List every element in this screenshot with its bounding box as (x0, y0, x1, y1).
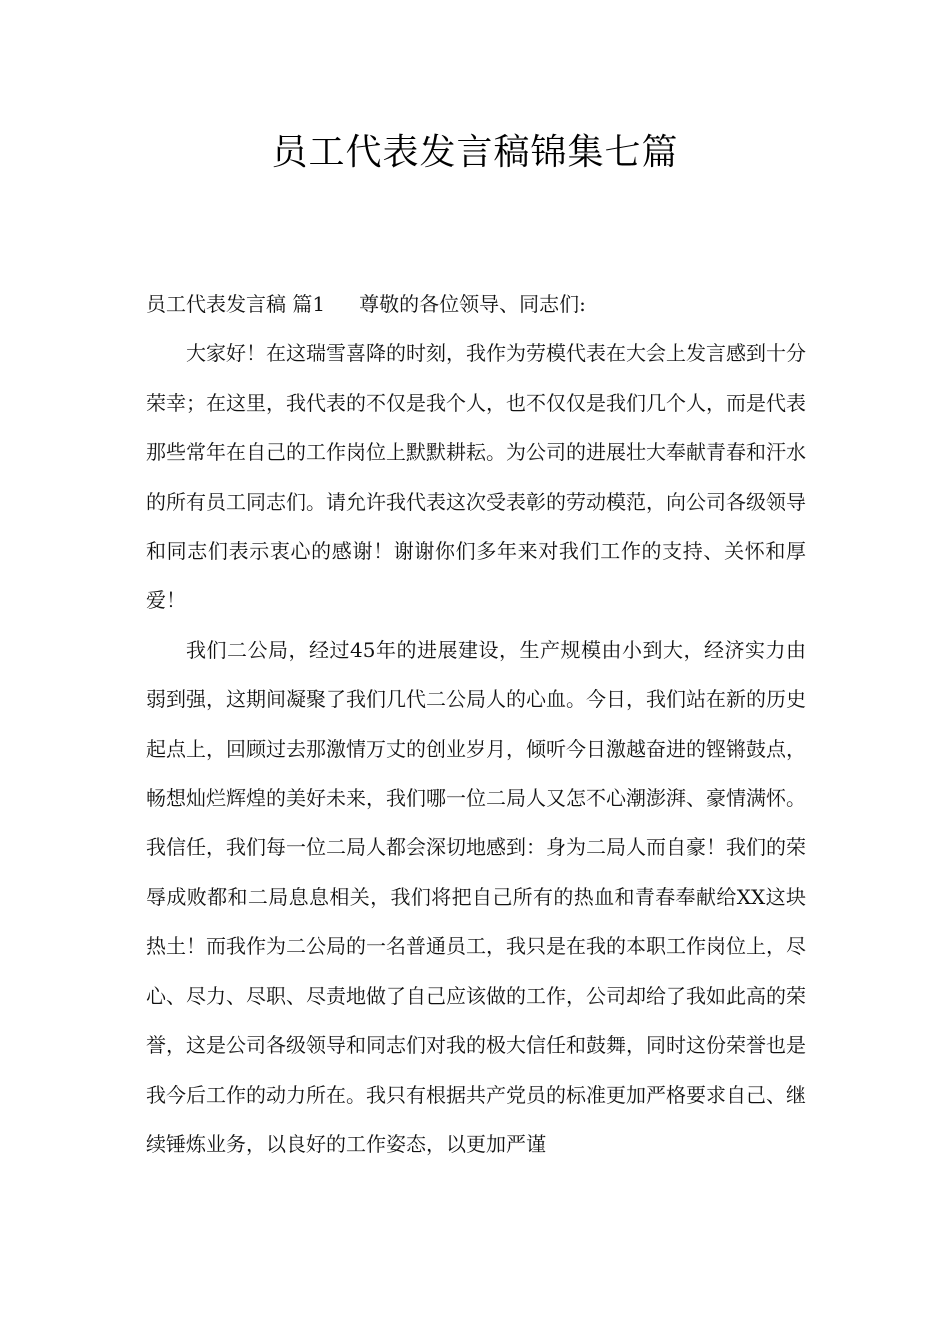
section-heading: 员工代表发言稿 篇1 (146, 292, 326, 316)
document-title: 员工代表发言稿锦集七篇 (271, 132, 679, 173)
document-body (146, 280, 806, 1169)
section-heading-line (146, 280, 806, 329)
paragraph-2: 我们二公局，经过45年的进展建设，生产规模由小到大，经济实力由弱到强，这期间凝聚了我们几代二公局人的心血。今日，我们站在新的历史起点上，回顾过去那激情万丈的创业岁月，倾听今日激越奋进的铿锵鼓点，畅想灿烂辉煌的美好未来，我们哪一位二局人又怎不心潮澎湃、豪情满怀。我信任，我们每一位二局人都会深切地感到：身为二局人而自豪！我们的荣辱成败都和二局息息相关，我们将把自己所有的热血和青春奉献给XX这块热土！而我作为二公局的一名普通员工，我只是在我的本职工作岗位上，尽心、尽力、尽职、尽责地做了自己应该做的工作，公司却给了我如此高的荣誉，这是公司各级领导和同志们对我的极大信任和鼓舞，同时这份荣誉也是我今后工作的动力所在。我只有根据共产党员的标准更加严格要求自己、继续锤炼业务，以良好的工作姿态，以更加严谨 (146, 637, 806, 1156)
salutation: 尊敬的各位领导、同志们: (359, 292, 586, 316)
paragraph-1: 大家好！在这瑞雪喜降的时刻，我作为劳模代表在大会上发言感到十分荣幸；在这里，我代表的不仅是我个人，也不仅仅是我们几个人，而是代表那些常年在自己的工作岗位上默默耕耘。为公司的进展壮大奉献青春和汗水的所有员工同志们。请允许我代表这次受表彰的劳动模范，向公司各级领导和同志们表示衷心的感谢！谢谢你们多年来对我们工作的支持、关怀和厚爱！ (146, 341, 806, 613)
